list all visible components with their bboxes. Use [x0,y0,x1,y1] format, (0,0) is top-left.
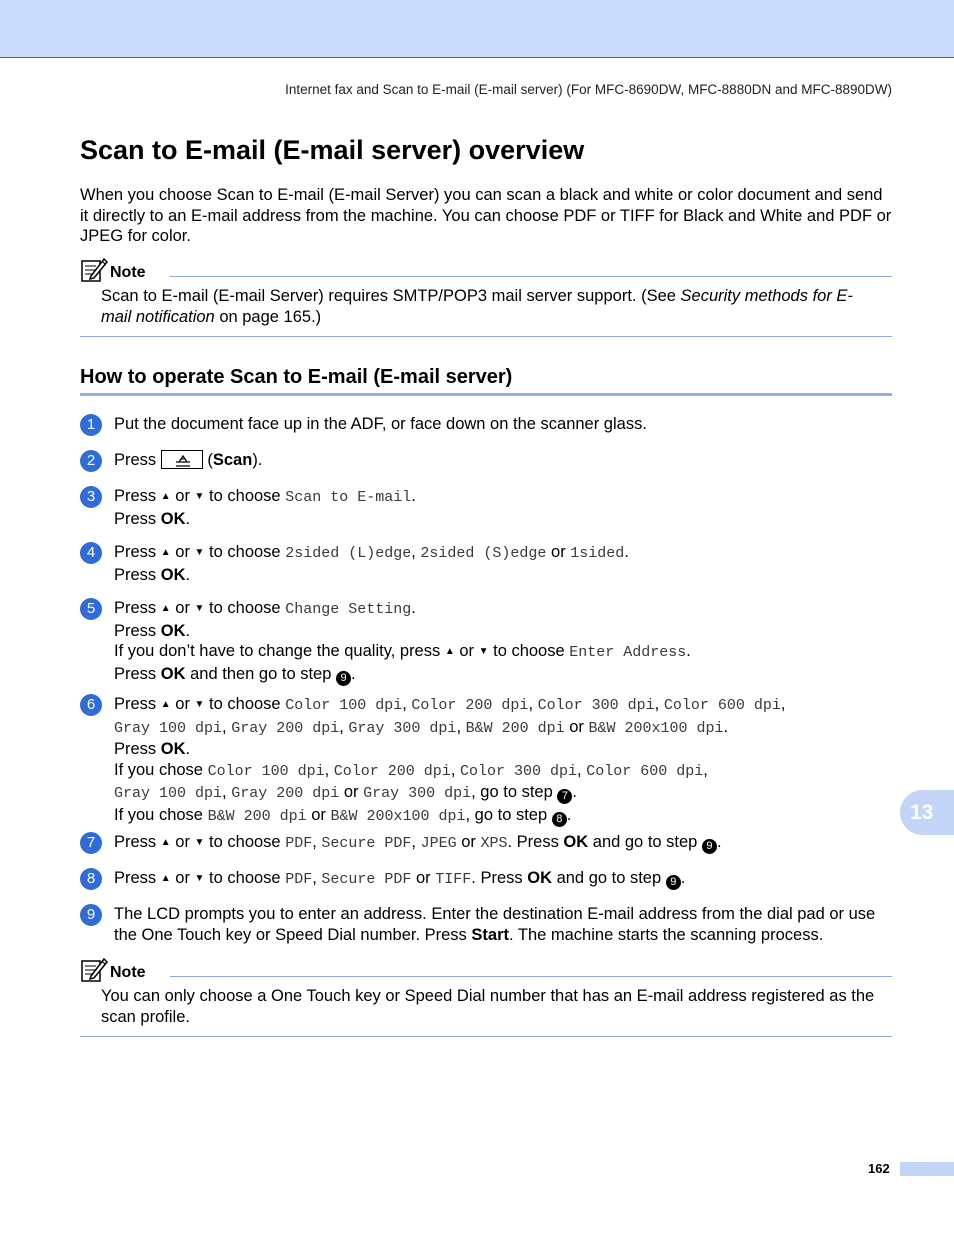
note-rule [170,976,892,977]
up-arrow-icon: ▲ [160,873,171,884]
page-number-bar [900,1162,954,1176]
scan-label: Scan [212,451,253,469]
step-1: 1 Put the document face up in the ADF, or face down on the scanner glass. [80,414,895,435]
step-2: 2 Press (Scan). [80,450,895,471]
step-number: 5 [80,598,102,620]
step-ref-icon: 9 [702,839,717,854]
up-arrow-icon: ▲ [160,699,171,710]
note-text: You can only choose a One Touch key or Speed Dial number that has an E-mail address registered as the scan profile. [101,987,875,1026]
up-arrow-icon: ▲ [160,547,171,558]
start-key-label: Start [471,925,509,944]
down-arrow-icon: ▼ [194,873,205,884]
up-arrow-icon: ▲ [444,646,455,657]
running-header: Internet fax and Scan to E-mail (E-mail server) (For MFC-8690DW, MFC-8880DN and MFC-8890DW) [285,82,892,97]
up-arrow-icon: ▲ [160,491,171,502]
down-arrow-icon: ▼ [194,603,205,614]
step-number: 1 [80,414,102,436]
note-pencil-icon [80,956,108,984]
down-arrow-icon: ▼ [194,547,205,558]
step-number: 9 [80,904,102,926]
note-text: Scan to E-mail (E-mail Server) requires SMTP/POP3 mail server support. (See Security methods for E-mail notification on page 165.) [101,287,853,326]
top-banner [0,0,954,58]
page-title: Scan to E-mail (E-mail server) overview [80,135,585,165]
step-9: 9 The LCD prompts you to enter an address. Enter the destination E-mail address from the dial pad or use the One Touch key or Speed Dial number. Press Start. The machine starts the scanning process. [80,904,895,945]
step-number: 8 [80,868,102,890]
step-number: 7 [80,832,102,854]
step-7: 7 Press ▲ or ▼ to choose PDF, Secure PDF, JPEG or XPS. Press OK and go to step 9 . [80,832,895,855]
step-ref-icon: 9 [666,875,681,890]
step-ref-icon: 9 [336,671,351,686]
down-arrow-icon: ▼ [194,837,205,848]
up-arrow-icon: ▲ [160,603,171,614]
up-arrow-icon: ▲ [160,837,171,848]
note-pencil-icon [80,256,108,284]
step-number: 3 [80,486,102,508]
chapter-tab: 13 [900,790,954,835]
step-ref-icon: 8 [552,812,567,827]
note-label: Note [110,264,146,281]
step-4: 4 Press ▲ or ▼ to choose 2sided (L)edge, 2sided (S)edge or 1sided. Press OK. [80,542,895,585]
note-label: Note [110,964,146,981]
page-number: 162 [868,1161,890,1176]
intro-paragraph: When you choose Scan to E-mail (E-mail Server) you can scan a black and white or color document and send it directly to an E-mail address from the machine. You can choose PDF or TIFF for Black and White and PDF or JPEG for color. [80,186,892,245]
menu-option: Scan to E-mail [285,489,412,506]
step-6: 6 Press ▲ or ▼ to choose Color 100 dpi, Color 200 dpi, Color 300 dpi, Color 600 dpi, Gray 100 dpi, Gray 200 dpi, Gray 300 dpi, B&W 200 dpi or B&W 200x100 dpi. Press OK. If you chose Color 100 dpi, Color 200 dpi, Color 300 dpi, Color 600 dpi, Gray 100 dpi, Gray 200 dpi or Gray 300 dpi, go to step 7 . If you chose B&W 200 dpi or B&W 200x100 dpi, go to step 8 . [80,694,895,827]
step-number: 2 [80,450,102,472]
down-arrow-icon: ▼ [194,699,205,710]
step-ref-icon: 7 [557,789,572,804]
step-8: 8 Press ▲ or ▼ to choose PDF, Secure PDF or TIFF. Press OK and go to step 9 . [80,868,895,891]
down-arrow-icon: ▼ [194,491,205,502]
down-arrow-icon: ▼ [478,646,489,657]
step-number: 4 [80,542,102,564]
step-5: 5 Press ▲ or ▼ to choose Change Setting. Press OK. If you don’t have to change the quality, press ▲ or ▼ to choose Enter Address. Press OK and then go to step 9 . [80,598,895,686]
note-rule [170,276,892,277]
step-number: 6 [80,694,102,716]
note-box-smtp [80,256,892,337]
step-3: 3 Press ▲ or ▼ to choose Scan to E-mail. Press OK. [80,486,895,529]
scan-key-icon [161,450,203,469]
note-box-one-touch [80,956,892,1037]
reference-link[interactable]: Security methods for E-mail notification [101,287,853,326]
section-heading: How to operate Scan to E-mail (E-mail server) [80,364,892,396]
